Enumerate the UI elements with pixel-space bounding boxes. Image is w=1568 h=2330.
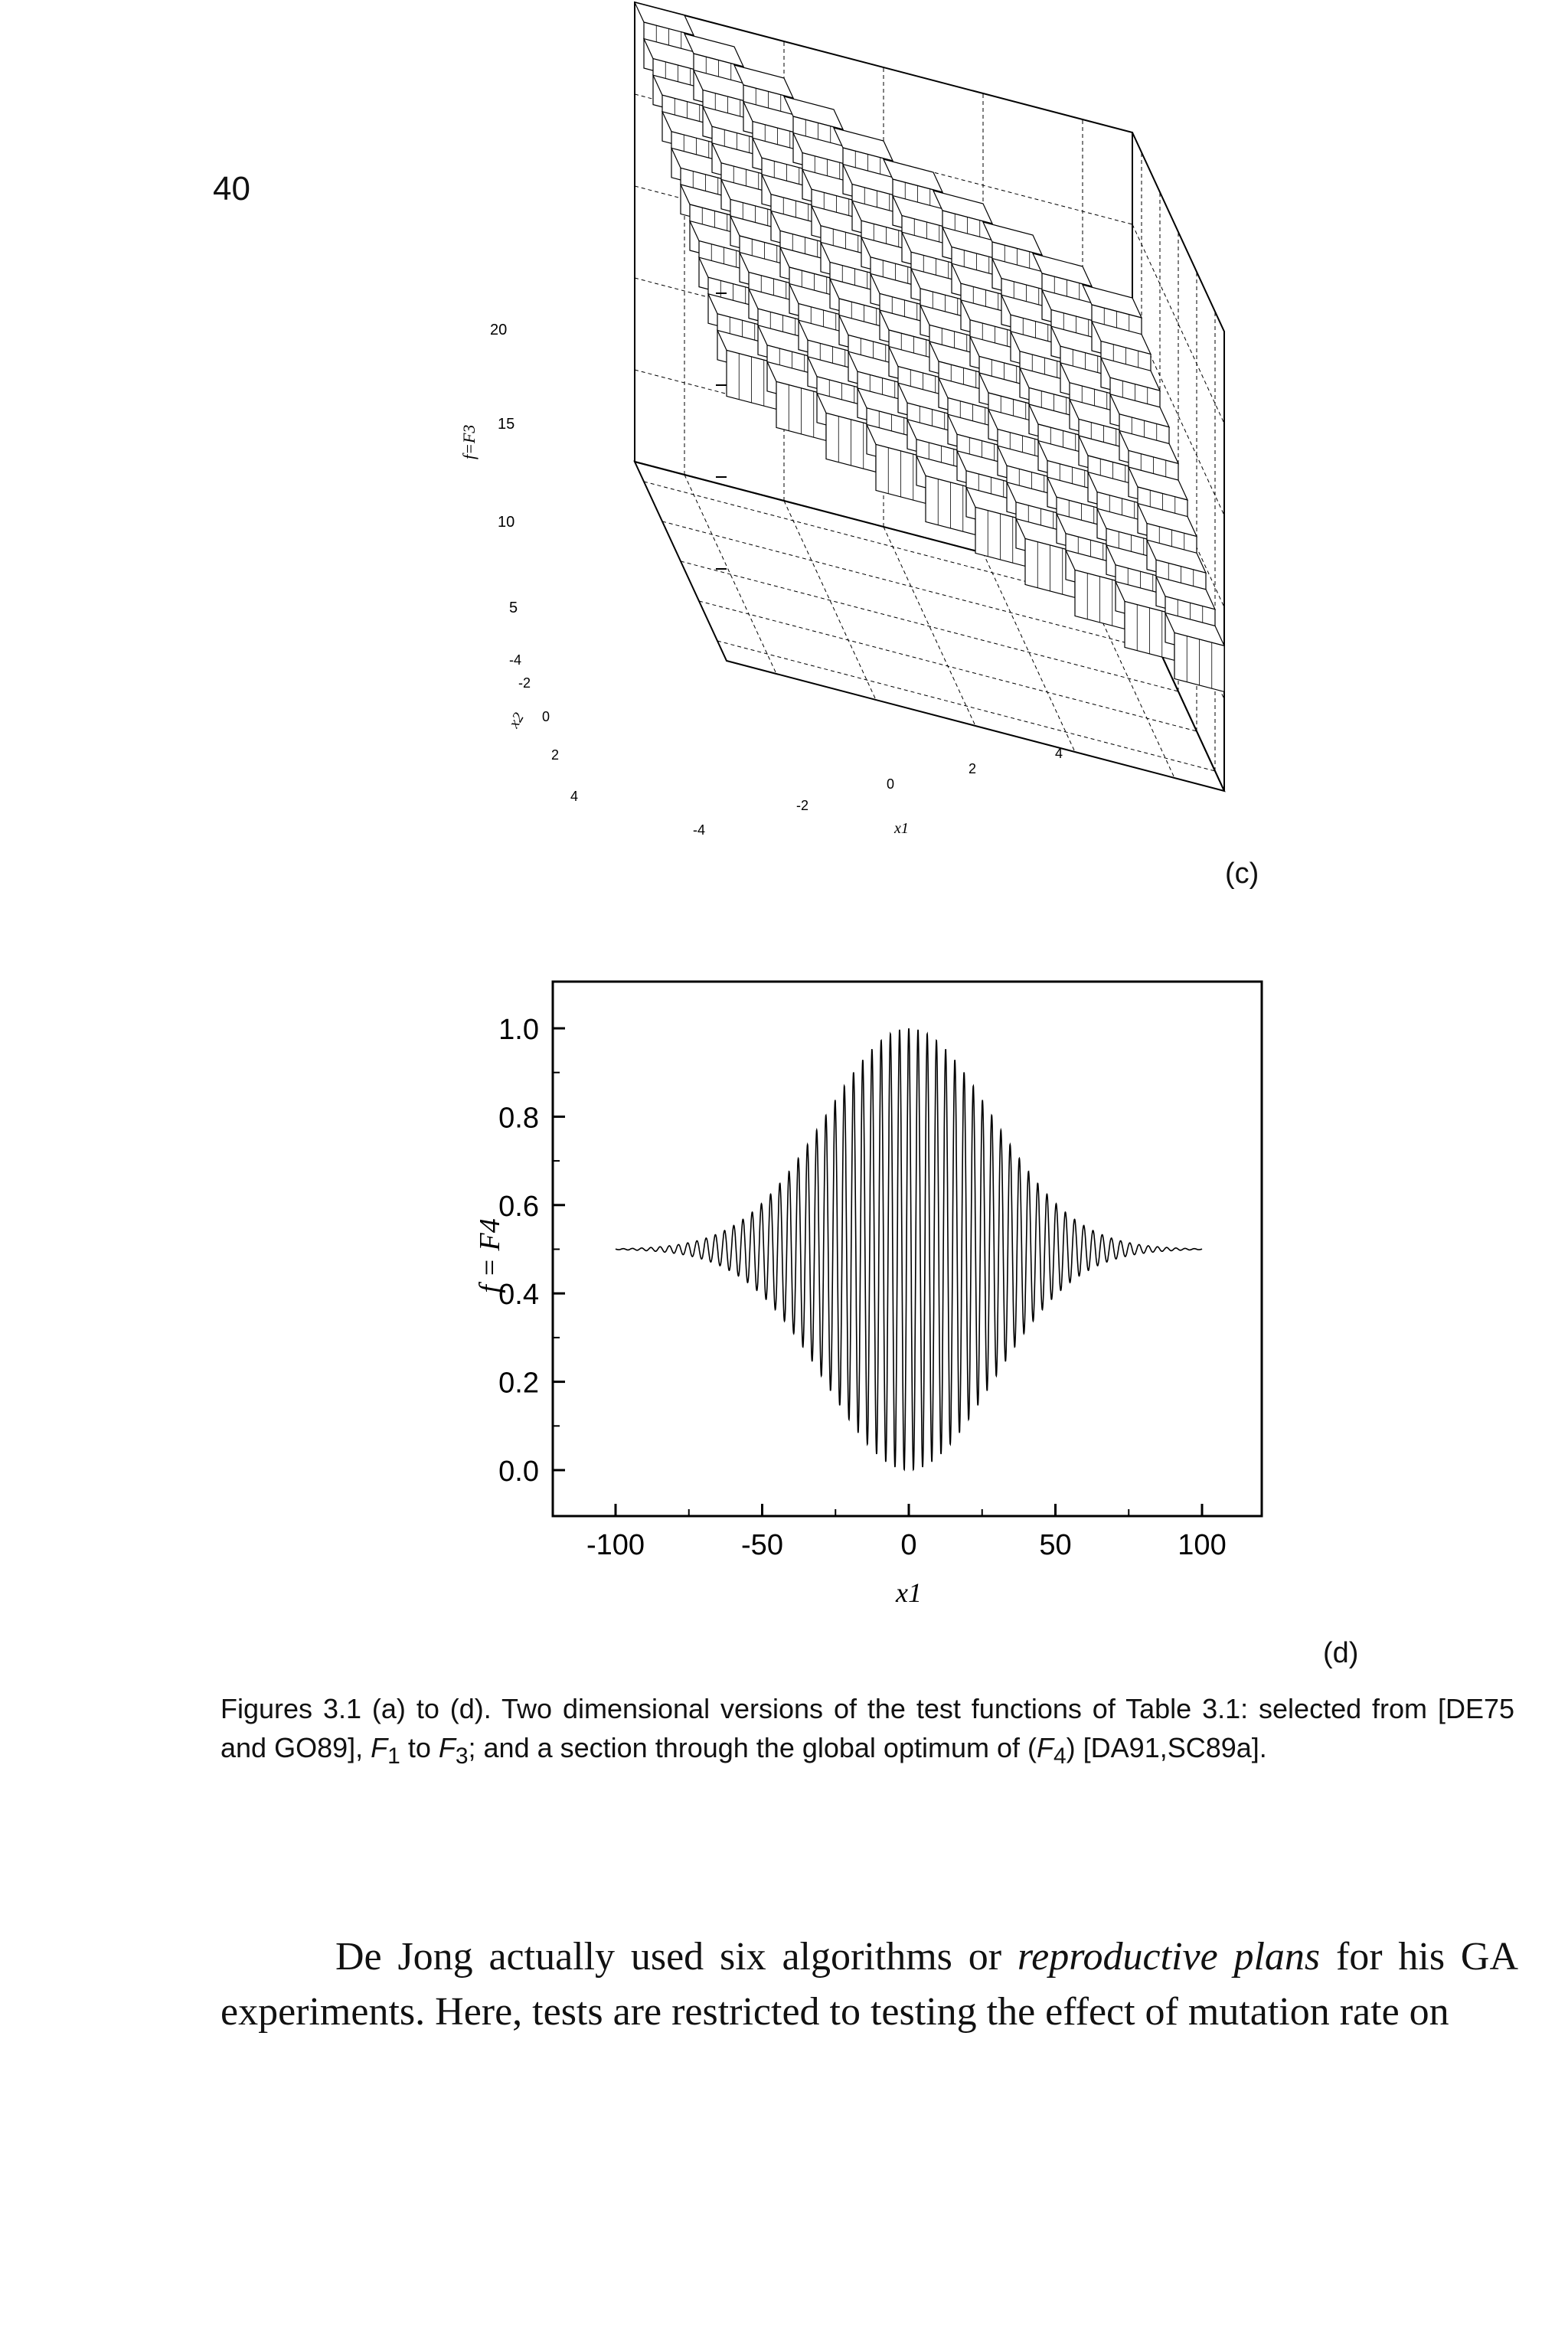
y-tick-0: 0	[542, 709, 550, 724]
caption-text-2: to	[400, 1732, 439, 1763]
z-tick-10: 10	[498, 514, 515, 531]
y-tick-4: 4	[570, 789, 579, 804]
x-tick-2: 2	[969, 761, 977, 776]
caption-text-4: ) [DA91,SC89a].	[1066, 1732, 1267, 1763]
body-paragraph	[220, 1930, 1518, 2040]
page-number: 40	[213, 170, 250, 208]
y-tick-label: 0.4	[498, 1279, 539, 1312]
x-tick-n4: -4	[693, 822, 706, 838]
z-tick-15: 15	[498, 416, 515, 433]
y-tick-label: 0.6	[498, 1190, 539, 1223]
caption-text-3: ; and a section through the global optimum of (	[468, 1732, 1037, 1763]
x-tick-label: 0	[900, 1529, 917, 1561]
z-tick-20: 20	[490, 322, 508, 338]
caption-f1: F	[371, 1732, 388, 1763]
y-tick-label: 0.0	[498, 1456, 539, 1488]
caption-f3: F	[438, 1732, 456, 1763]
y-tick-n4: -4	[509, 652, 522, 668]
caption-f4: F	[1036, 1732, 1054, 1763]
x-tick-label: 100	[1178, 1529, 1227, 1561]
caption-text-1: Figures 3.1 (a) to (d). Two dimensional versions of the test functions of Table 3.1: selected from [DE75 and GO89],	[220, 1693, 1514, 1763]
caption-f4-sub: 4	[1053, 1743, 1067, 1770]
y-tick-label: 0.2	[498, 1367, 539, 1400]
x-tick-4: 4	[1055, 746, 1063, 761]
x-tick-label: -100	[586, 1529, 645, 1561]
series-line-f4	[616, 1028, 1202, 1469]
y-axis-label: x2	[505, 710, 528, 731]
body-text-1: De Jong actually used six algorithms or	[335, 1935, 1018, 1979]
body-text-2: for his GA experiments. Here, tests are restricted to testing the effect of mutation rate on	[220, 1935, 1518, 2034]
body-text-italic: reproductive plans	[1017, 1935, 1321, 1979]
x-tick-0: 0	[887, 776, 895, 792]
y-axis-label: f = F4	[474, 1218, 506, 1293]
figure-d-label: (d)	[1323, 1637, 1359, 1669]
caption-f3-sub: 3	[455, 1743, 469, 1770]
y-tick-label: 1.0	[498, 1014, 539, 1046]
z-axis-label: f=F3	[459, 424, 479, 459]
y-tick-n2: -2	[518, 675, 531, 691]
y-tick-label: 0.8	[498, 1102, 539, 1135]
caption-f1-sub: 1	[387, 1743, 400, 1770]
figure-c-label: (c)	[1225, 858, 1259, 890]
x-tick-label: 50	[1039, 1529, 1072, 1561]
x-tick-label: -50	[741, 1529, 783, 1561]
x-tick-n2: -2	[796, 798, 809, 813]
y-tick-2: 2	[551, 747, 560, 763]
x-axis-label: x1	[894, 820, 909, 837]
x-axis-label: x1	[896, 1577, 922, 1608]
z-tick-5: 5	[509, 600, 518, 616]
figure-caption	[220, 1689, 1514, 1776]
